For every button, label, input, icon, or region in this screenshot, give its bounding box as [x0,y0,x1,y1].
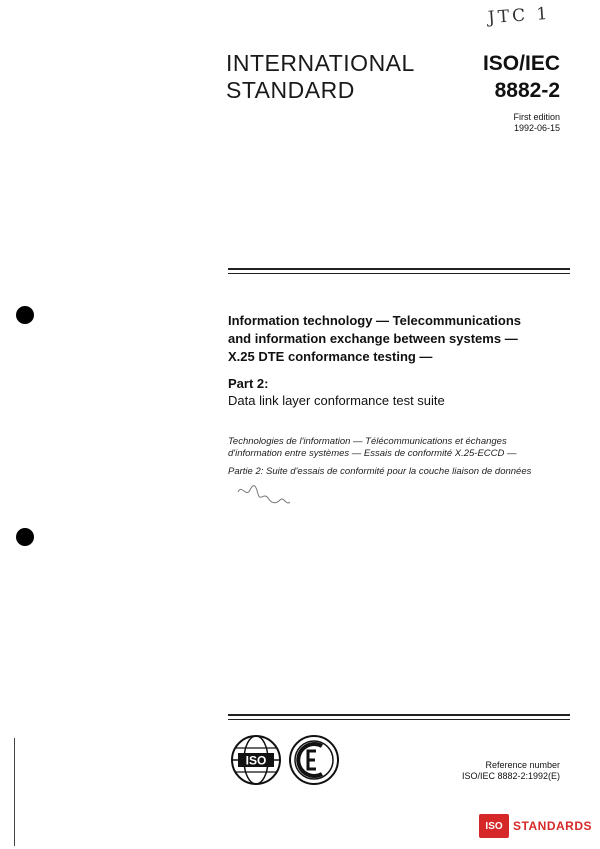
edition-info [513,112,560,134]
document-number [483,50,560,104]
handwritten-note: JTC 1 [487,3,552,29]
top-divider [228,268,570,270]
bottom-divider [228,714,570,716]
margin-line [14,738,15,846]
document-number-line2: 8882-2 [494,79,560,102]
title-line3: X.25 DTE conformance testing — [228,349,433,364]
part-label: Part 2: [228,376,269,391]
handwritten-scribble [234,482,294,512]
iso-iec-logos [230,734,342,786]
iso-logo [232,736,280,784]
reference-label: Reference number [485,760,560,770]
edition-date: 1992-06-15 [513,123,560,133]
store-watermark[interactable] [479,813,592,839]
iso-logo-text: ISO [245,753,267,768]
english-title [228,312,573,408]
store-label: STANDARDS [513,819,592,833]
part-title: Data link layer conformance test suite [228,393,445,408]
reference-number: ISO/IEC 8882-2:1992(E) [461,771,560,781]
document-type-line2: STANDARD [226,77,355,103]
french-part-title: Partie 2: Suite d'essais de conformité pour la couche liaison de données [228,466,532,477]
title-line2: and information exchange between systems — [228,331,518,346]
title-line1: Information technology — Telecommunications [228,313,522,328]
document-type-line1: INTERNATIONAL [226,50,415,76]
french-title-line2: d'information entre systèmes — Essais de conformité X.25-ECCD — [228,448,517,459]
iec-logo [290,736,338,784]
french-title-line1: Technologies de l'information — Télécommunications et échanges [228,436,507,447]
edition-label: First edition [513,112,560,122]
french-title [228,436,578,478]
document-type [226,50,415,104]
punch-hole-bottom [16,528,34,546]
reference-block [462,760,560,782]
logo-group [230,734,342,791]
store-badge: ISO [479,814,509,838]
punch-hole-top [16,306,34,324]
document-number-line1: ISO/IEC [482,52,560,75]
